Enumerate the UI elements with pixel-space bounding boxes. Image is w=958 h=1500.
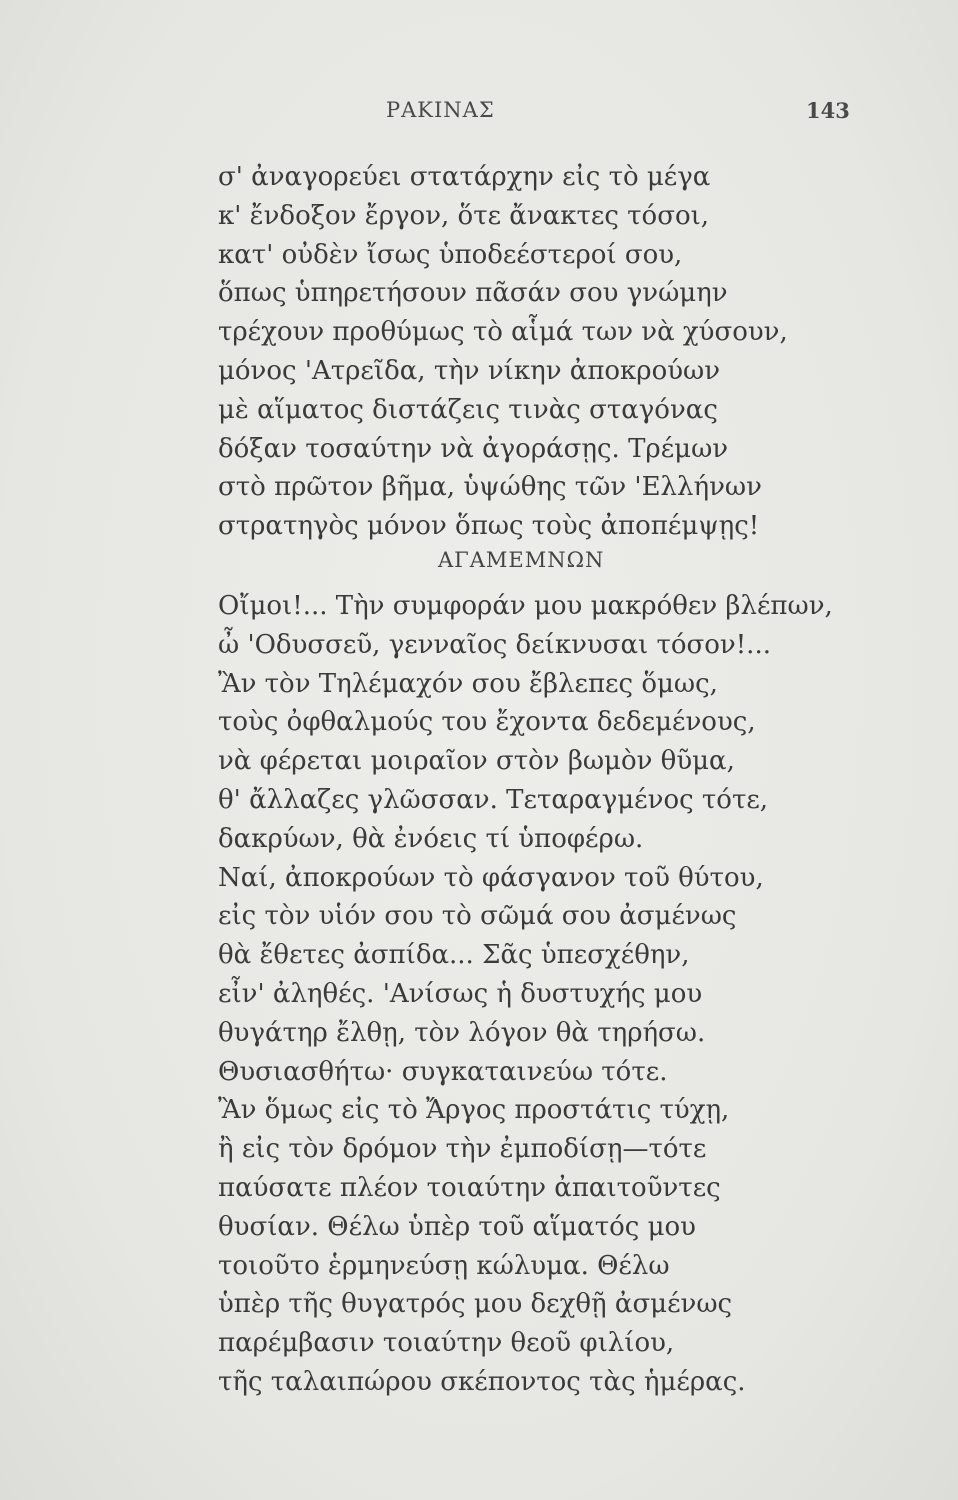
verse-line: στρατηγὸς μόνον ὅπως τοὺς ἀποπέμψῃς! — [218, 511, 760, 542]
verse-line: Οἴμοι!... Τὴν συμφοράν μου μακρόθεν βλέπων, — [218, 591, 833, 621]
verse-line: τοὺς ὀφθαλμούς του ἔχοντα δεδεμένους, — [218, 707, 756, 738]
verse-line: θυγάτηρ ἔλθῃ, τὸν λόγον θὰ τηρήσω. — [218, 1017, 706, 1048]
verse-line: εἶν' ἀληθές. 'Ανίσως ἡ δυστυχής μου — [218, 978, 703, 1009]
verse-line: μὲ αἵματος διστάζεις τινὰς σταγόνας — [218, 394, 718, 425]
verse-line: θὰ ἔθετες ἀσπίδα... Σᾶς ὑπεσχέθην, — [218, 940, 690, 971]
verse-line: Ἂν τὸν Τηλέμαχόν σου ἔβλεπες ὅμως, — [218, 668, 718, 699]
verse-line: κ' ἔνδοξον ἔργον, ὅτε ἄνακτες τόσοι, — [218, 200, 710, 231]
page-number: 143 — [806, 98, 850, 123]
running-header — [0, 98, 958, 128]
verse-line: παρέμβασιν τοιαύτην θεοῦ φιλίου, — [218, 1328, 675, 1359]
verse-line: θυσίαν. Θέλω ὑπὲρ τοῦ αἵματός μου — [218, 1211, 696, 1242]
verse-line: Θυσιασθήτω· συγκαταινεύω τότε. — [218, 1056, 668, 1087]
verse-line: Ἂν ὅμως εἰς τὸ Ἄργος προστάτις τύχῃ, — [218, 1095, 730, 1126]
speaker-heading: ΑΓΑΜΕΜΝΩΝ — [438, 548, 605, 572]
verse-block-before — [218, 158, 858, 546]
verse-line: δακρύων, θὰ ἐνόεις τί ὑποφέρω. — [218, 823, 644, 854]
verse-line: στὸ πρῶτον βῆμα, ὑψώθης τῶν 'Ελλήνων — [218, 472, 762, 503]
running-title: ΡΑΚΙΝΑΣ — [386, 98, 495, 122]
verse-line: κατ' οὐδὲν ἴσως ὑποδεέστεροί σου, — [218, 239, 683, 270]
verse-line: παύσατε πλέον τοιαύτην ἀπαιτοῦντες — [218, 1172, 721, 1203]
verse-line: Ναί, ἀποκρούων τὸ φάσγανον τοῦ θύτου, — [218, 862, 764, 893]
verse-block-after — [218, 587, 878, 1402]
verse-line: μόνος 'Ατρεῖδα, τὴν νίκην ἀποκρούων — [218, 355, 721, 386]
verse-line: ὑπὲρ τῆς θυγατρός μου δεχθῇ ἀσμένως — [218, 1289, 733, 1320]
verse-line: ἢ εἰς τὸν δρόμον τὴν ἐμποδίσῃ—τότε — [218, 1134, 707, 1165]
verse-line: σ' ἀναγορεύει στατάρχην εἰς τὸ μέγα — [218, 162, 711, 192]
verse-line: ὦ 'Οδυσσεῦ, γενναῖος δείκνυσαι τόσον!... — [218, 629, 771, 660]
verse-line: δόξαν τοσαύτην νὰ ἀγοράσῃς. Τρέμων — [218, 433, 729, 464]
verse-line: ὅπως ὑπηρετήσουν πᾶσάν σου γνώμην — [218, 278, 728, 309]
verse-line: τῆς ταλαιπώρου σκέποντος τὰς ἡμέρας. — [218, 1366, 746, 1397]
verse-line: νὰ φέρεται μοιραῖον στὸν βωμὸν θῦμα, — [218, 746, 735, 777]
verse-line: τρέχουν προθύμως τὸ αἷμά των νὰ χύσουν, — [218, 317, 788, 348]
verse-line: θ' ἄλλαζες γλῶσσαν. Τεταραγμένος τότε, — [218, 784, 769, 815]
verse-line: τοιοῦτο ἑρμηνεύσῃ κώλυμα. Θέλω — [218, 1250, 670, 1281]
verse-line: εἰς τὸν υἱόν σου τὸ σῶμά σου ἀσμένως — [218, 901, 737, 932]
